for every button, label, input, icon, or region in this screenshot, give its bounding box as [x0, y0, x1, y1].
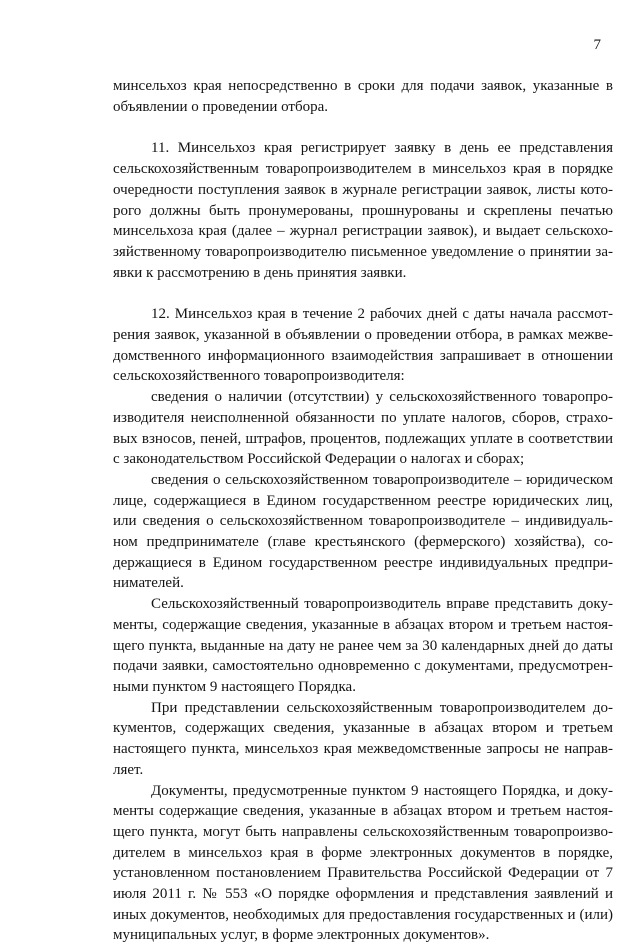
paragraph-item-12: 12. Минсельхоз края в течение 2 рабочих дней с даты начала рассмотрения заявок, указанной в объявлении о проведении отбора, в рамках межведомственного информационного взаимодействия запрашивает в отношении сельскохозяйственного товаропроизводителя: — [113, 304, 613, 387]
paragraph-electronic-docs: Документы, предусмотренные пунктом 9 настоящего Порядка, и документы содержащие сведения, указанные в абзацах втором и третьем настоящего пункта, могут быть направлены сельскохозяйственным товаропроизводителем в минсельхоз края в форме электронных документов в порядке, установленном постановлением Правительства Российской Федерации от 7 июля 2011 г. № 553 «О порядке оформления и представления заявлений и иных документов, необходимых для предоставления государственных и (или) муниципальных услуг, в форме электронных документов». — [113, 781, 613, 946]
document-body — [113, 76, 613, 946]
page-number: 7 — [594, 38, 602, 53]
paragraph-self-submission: Сельскохозяйственный товаропроизводитель вправе представить документы, содержащие сведения, указанные в абзацах втором и третьем настоящего пункта, выданные на дату не ранее чем за 30 календарных дней до даты подачи заявки, самостоятельно одновременно с документами, предусмотренными пунктом 9 настоящего Порядка. — [113, 594, 613, 698]
paragraph-continuation: минсельхоз края непосредственно в сроки для подачи заявок, указанные в объявлении о проведении отбора. — [113, 76, 613, 117]
paragraph-tax-info: сведения о наличии (отсутствии) у сельскохозяйственного товаропроизводителя неисполненной обязанности по уплате налогов, сборов, страховых взносов, пеней, штрафов, процентов, подлежащих уплате в соответствии с законодательством Российской Федерации о налогах и сборах; — [113, 387, 613, 470]
paragraph-registry-info: сведения о сельскохозяйственном товаропроизводителе – юридическом лице, содержащиеся в Едином государственном реестре юридических лиц, или сведения о сельскохозяйственном товаропроизводителе – индивидуальном предпринимателе (главе крестьянского (фермерского) хозяйства), содержащиеся в Едином государственном реестре индивидуальных предпринимателей. — [113, 470, 613, 594]
paragraph-no-requests: При представлении сельскохозяйственным товаропроизводителем документов, содержащих сведения, указанные в абзацах втором и третьем настоящего пункта, минсельхоз края межведомственные запросы не направляет. — [113, 698, 613, 781]
paragraph-item-11: 11. Минсельхоз края регистрирует заявку в день ее представления сельскохозяйственным товаропроизводителем в минсельхоз края в порядке очередности поступления заявок в журнале регистрации заявок, листы которого должны быть пронумерованы, прошнурованы и скреплены печатью минсельхоза края (далее – журнал регистрации заявок), и выдает сельскохозяйственному товаропроизводителю письменное уведомление о принятии заявки к рассмотрению в день принятия заявки. — [113, 138, 613, 283]
